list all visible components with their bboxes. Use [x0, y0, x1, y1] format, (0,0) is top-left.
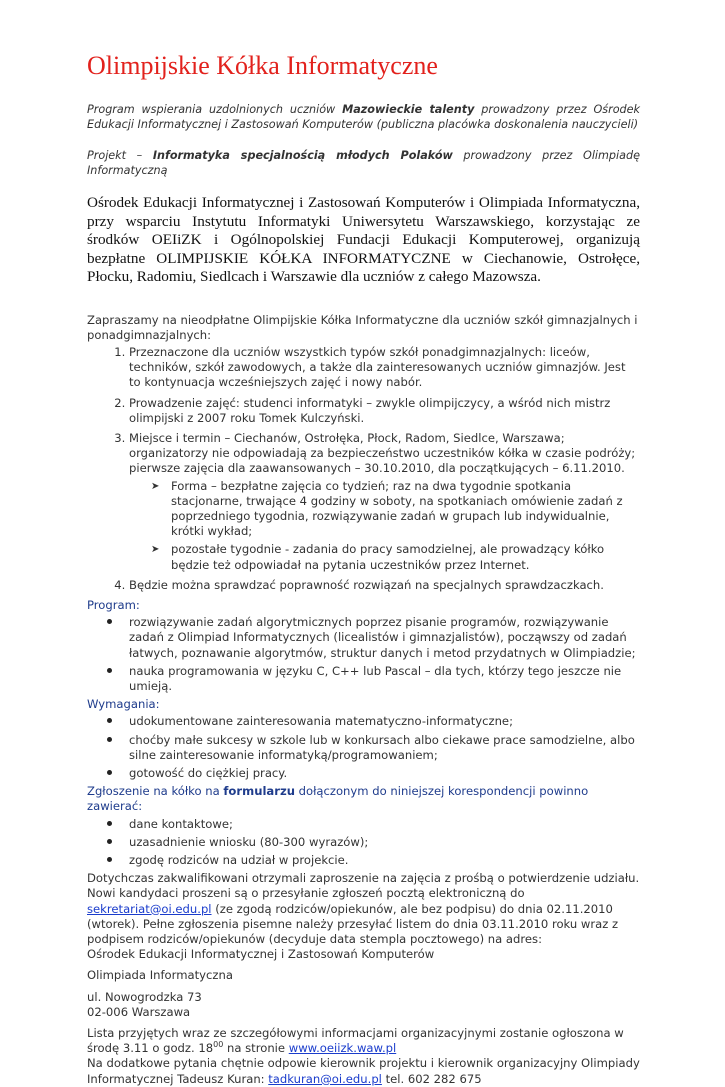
address-line-4: 02-006 Warszawa [87, 1004, 191, 1019]
application-heading-text-a: Zgłoszenie na kółko na [87, 784, 224, 799]
application-list [87, 817, 640, 869]
list-info-text-a: Lista przyjętych wraz ze szczegółowymi informacjami organizacyjnymi zostanie ogłoszona w środę 3.11 o godz. 18 [87, 1026, 624, 1056]
application-heading [87, 784, 640, 814]
arrow-bullet-icon: ➤ [151, 544, 160, 556]
secretariat-email-link[interactable]: sekretariat@oi.edu.pl [87, 901, 212, 916]
intro-project-name: Informatyka specjalnością młodych Polaków [152, 149, 453, 162]
requirements-heading: Wymagania: [87, 697, 160, 712]
bullet-icon [107, 718, 112, 723]
requirement-item-text: gotowość do ciężkiej pracy. [129, 765, 288, 780]
requirement-item [129, 714, 640, 729]
bullet-icon [107, 619, 112, 624]
application-item-text: dane kontaktowe; [129, 816, 233, 831]
application-form-word: formularzu [223, 784, 295, 799]
new-candidates-text-a: Nowi kandydaci proszeni są o przesyłanie zgłoszeń pocztą elektroniczną do [87, 886, 525, 901]
program-list [87, 615, 640, 694]
intro-program [87, 102, 640, 132]
application-item-text: uzasadnienie wniosku (80-300 wyrazów); [129, 834, 369, 849]
application-item-text: zgodę rodziców na udział w projekcie. [129, 853, 349, 867]
address-line-3: ul. Nowogrodzka 73 [87, 989, 202, 1004]
intro-program-name: Mazowieckie talenty [342, 103, 475, 116]
lead-paragraph: Ośrodek Edukacji Informatycznej i Zastosowań Komputerów i Olimpiada Informatyczna, przy wsparciu Instytutu Informatyki Uniwersytetu Warszawskiego, korzystając ze środków OEIiZK i Ogólnopolskiej Fundacji Edukacji Komputerowej, organizują bezpłatne OLIMPIJSKIE KÓŁKA INFORMATYCZNE w Ciechanowie, Ostrołęce, Płocku, Radomiu, Siedlcach i Warszawie dla uczniów z całego Mazowsza. [87, 194, 640, 285]
point-item: 1. Przeznaczone dla uczniów wszystkich typów szkół ponadgimnazjalnych: liceów, techników, szkół zawodowych, a także dla zainteresowanych uczniów gimnazjów. Jest to kontynuacja wcześniejszych zajęć i nowy nabór. [129, 345, 640, 391]
list-info-paragraph [87, 1026, 640, 1056]
point-item [129, 431, 640, 573]
document-title: Olimpijskie Kółka Informatyczne [87, 51, 438, 80]
document-page [87, 50, 640, 1087]
bullet-icon [107, 839, 112, 844]
program-item-text: rozwiązywanie zadań algorytmicznych poprzez pisanie programów, rozwiązywanie zadań z Olimpiad Informatycznych (licealistów i gimnazjalistów), począwszy od zadań łatwych, poznawanie algorytmów, struktur danych i metod przydatnych w Olimpiadzie; [129, 615, 636, 660]
intro-program-text-c: prowadzony przez Ośrodek Edukacji Informatycznej i Zastosowań Komputerów (publiczna placówka doskonalenia nauczycieli) [87, 103, 641, 131]
subpoint-item [151, 542, 640, 572]
bullet-icon [107, 770, 112, 775]
program-item-text: nauka programowania w języku C, C++ lub Pascal – dla tych, którzy tego jeszcze nie umieją. [129, 663, 622, 693]
address-line-2: Olimpiada Informatyczna [87, 968, 233, 983]
intro-project-text-c: prowadzony przez Olimpiadę Informatyczną [87, 149, 640, 177]
bullet-icon [107, 668, 112, 673]
intro-program-text-a: Program wspierania uzdolnionych uczniów [87, 103, 343, 116]
program-heading: Program: [87, 597, 140, 612]
qualified-paragraph: Dotychczas zakwalifikowani otrzymali zaproszenie na zajęcia z prośbą o potwierdzenie udziału. [87, 871, 640, 886]
new-candidates-text-b: (ze zgodą rodziców/opiekunów, ale bez podpisu) do dnia 02.11.2010 (wtorek). Pełne zgłoszenia pisemne należy przesyłać listem do dnia 03.11.2010 roku wraz z podpisem rodziców/opiekunów (decyduje data stempla pocztowego) na adres: [87, 901, 619, 947]
requirement-item-text: choćby małe sukcesy w szkole lub w konkursach albo ciekawe prace samodzielne, albo silne zainteresowanie informatyką/programowaniem; [129, 732, 635, 762]
list-info-text-b: na stronie [223, 1041, 289, 1056]
subpoint-item [151, 479, 640, 540]
points-list [87, 345, 640, 593]
arrow-bullet-icon: ➤ [151, 480, 160, 492]
application-item [129, 853, 640, 868]
application-item [129, 817, 640, 832]
requirement-item [129, 766, 640, 781]
website-link[interactable]: www.oeiizk.waw.pl [288, 1041, 397, 1056]
contact-text-b: tel. 602 282 675 [381, 1071, 482, 1086]
new-candidates-paragraph [87, 886, 640, 947]
point-item: 2. Prowadzenie zajęć: studenci informatyki – zwykle olimpijczycy, a wśród nich mistrz olimpijski z 2007 roku Tomek Kulczyński. [129, 396, 640, 426]
intro-project [87, 148, 640, 178]
bullet-icon [107, 857, 112, 862]
subpoint-text: Forma – bezpłatne zajęcia co tydzień; raz na dwa tygodnie spotkania stacjonarne, trwające 4 godziny w soboty, na spotkaniach omówienie zadań z poprzedniego tygodnia, rozwiązywanie zadań w grupach lub indywidualnie, krótki wykład; [171, 478, 623, 539]
bullet-icon [107, 821, 112, 826]
requirement-item [129, 733, 640, 763]
point-item-text: Miejsce i termin – Ciechanów, Ostrołęka, Płock, Radom, Siedlce, Warszawa; organizatorzy nie odpowiadają za bezpieczeństwo uczestników kółka w czasie podróży; pierwsze zajęcia dla zaawansowanych – 30.10.2010, dla początkujących – 6.11.2010. [129, 430, 636, 476]
contact-email-link[interactable]: tadkuran@oi.edu.pl [268, 1071, 382, 1086]
program-item [129, 664, 640, 694]
document-body [87, 313, 640, 1087]
program-item [129, 615, 640, 661]
invite-paragraph: Zapraszamy na nieodpłatne Olimpijskie Kółka Informatyczne dla uczniów szkół gimnazjalnych i ponadgimnazjalnych: [87, 312, 638, 342]
intro-project-text-a: Projekt – [87, 149, 153, 162]
address-line-1: Ośrodek Edukacji Informatycznej i Zastosowań Komputerów [87, 947, 435, 962]
list-info-time-sup: 00 [213, 1040, 224, 1050]
point-item: 4. Będzie można sprawdzać poprawność rozwiązań na specjalnych sprawdzaczkach. [129, 578, 640, 593]
subpoint-text: pozostałe tygodnie - zadania do pracy samodzielnej, ale prowadzący kółko będzie też odpowiadał na pytania uczestników przez Internet. [171, 542, 605, 572]
subpoints-list [129, 479, 640, 573]
bullet-icon [107, 737, 112, 742]
requirement-item-text: udokumentowane zainteresowania matematyczno-informatyczne; [129, 714, 513, 729]
requirements-list [87, 714, 640, 781]
contact-paragraph [87, 1056, 640, 1086]
contact-text-a: Na dodatkowe pytania chętnie odpowie kierownik projektu i kierownik organizacyjny Olimpiady Informatycznej Tadeusz Kuran: [87, 1056, 640, 1086]
application-heading-text-c: dołączonym do niniejszej korespondencji powinno zawierać: [87, 784, 589, 814]
application-item [129, 835, 640, 850]
